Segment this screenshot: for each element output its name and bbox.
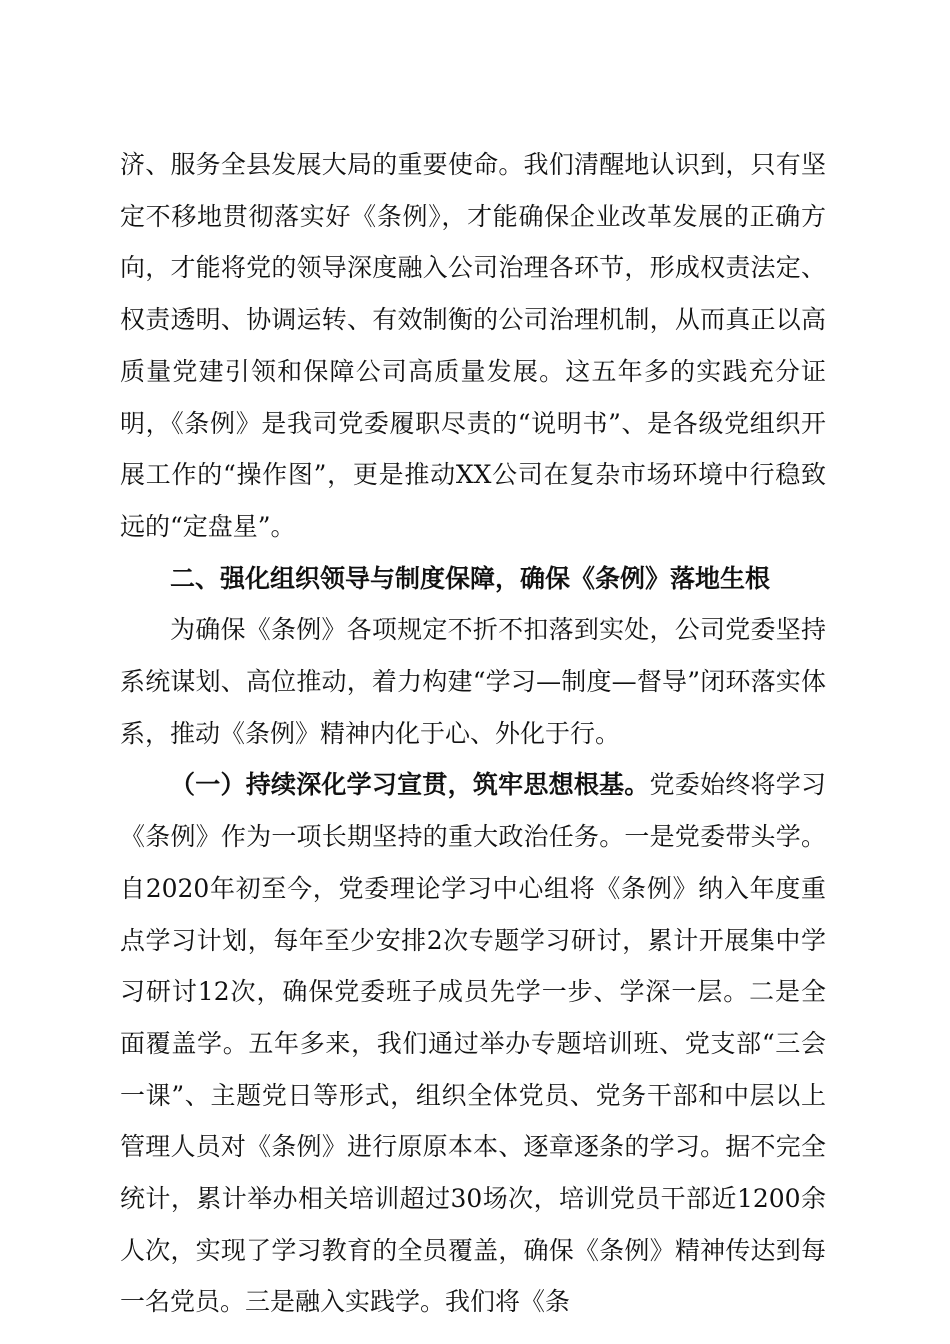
subsection-one-body: 党委始终将学习《条例》作为一项长期坚持的重大政治任务。一是党委带头学。自2020年初至今，党委理论学习中心组将《条例》纳入年度重点学习计划，每年至少安排2次专题学习研讨，累计开展集中学习研讨12次，确保党委班子成员先学一步、学深一层。二是全面覆盖学。五年多来，我们通过举办专题培训班、党支部“三会一课”、主题党日等形式，组织全体党员、党务干部和中层以上管理人员对《条例》进行原原本本、逐章逐条的学习。据不完全统计，累计举办相关培训超过30场次，培训党员干部近1200余人次，实现了学习教育的全员覆盖，确保《条例》精神传达到每一名党员。三是融入实践学。我们将《条 bbox=[120, 770, 826, 1317]
document-body bbox=[120, 139, 826, 1328]
paragraph-section-two-intro: 为确保《条例》各项规定不折不扣落到实处，公司党委坚持系统谋划、高位推动，着力构建“学习—制度—督导”闭环落实体系，推动《条例》精神内化于心、外化于行。 bbox=[120, 615, 826, 748]
paragraph-intro-continuation: 济、服务全县发展大局的重要使命。我们清醒地认识到，只有坚定不移地贯彻落实好《条例》，才能确保企业改革发展的正确方向，才能将党的领导深度融入公司治理各环节，形成权责法定、权责透明、协调运转、有效制衡的公司治理机制，从而真正以高质量党建引领和保障公司高质量发展。这五年多的实践充分证明，《条例》是我司党委履职尽责的“说明书”、是各级党组织开展工作的“操作图”，更是推动XX公司在复杂市场环境中行稳致远的“定盘星”。 bbox=[120, 150, 826, 541]
section-heading-two: 二、强化组织领导与制度保障，确保《条例》落地生根 bbox=[170, 563, 771, 593]
paragraph-subsection-one bbox=[120, 759, 826, 1328]
subsection-one-lead: （一）持续深化学习宣贯，筑牢思想根基。 bbox=[170, 770, 650, 800]
